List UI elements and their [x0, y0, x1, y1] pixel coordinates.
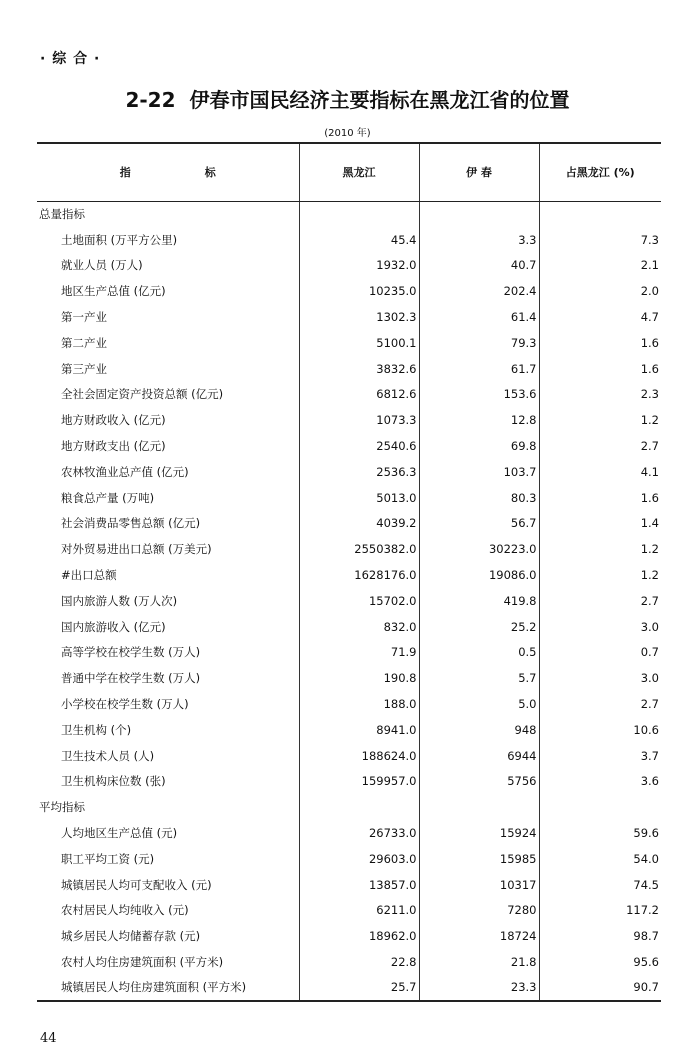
- indicator-name-cell: 地方财政支出 (亿元): [61, 439, 166, 454]
- indicator-header-left: 指: [119, 166, 131, 180]
- indicator-name-cell: 城镇居民人均住房建筑面积 (平方米): [37, 975, 299, 1001]
- share-percent-cell: 1.2: [539, 536, 661, 562]
- indicator-name-cell: 卫生机构 (个): [61, 722, 132, 737]
- table-row: [37, 536, 661, 562]
- yichun-value-cell: 19086.0: [419, 562, 539, 588]
- heilongjiang-value-cell: 4039.2: [299, 511, 419, 537]
- table-row: [37, 717, 661, 743]
- table-row: [37, 691, 661, 717]
- yichun-value-cell: 10317: [419, 872, 539, 898]
- table-row: [37, 949, 661, 975]
- share-percent-cell: 1.4: [539, 511, 661, 537]
- indicator-name-cell: 农林牧渔业总产值 (亿元): [61, 464, 189, 479]
- yichun-value-cell: 15985: [419, 846, 539, 872]
- share-percent-cell: 2.7: [539, 691, 661, 717]
- heilongjiang-value-cell: 13857.0: [299, 872, 419, 898]
- yichun-value-cell: 79.3: [419, 330, 539, 356]
- share-percent-cell: 117.2: [539, 898, 661, 924]
- table-row: [37, 382, 661, 408]
- yichun-value-cell: 15924: [419, 820, 539, 846]
- heilongjiang-value-cell: 18962.0: [299, 923, 419, 949]
- indicator-name-cell: 地区生产总值 (亿元): [61, 284, 166, 299]
- heilongjiang-value-cell: 45.4: [299, 227, 419, 253]
- indicator-name-cell: 卫生技术人员 (人): [61, 748, 155, 763]
- indicator-name-cell: 第一产业: [61, 310, 107, 325]
- indicator-name-cell: 全社会固定资产投资总额 (亿元): [61, 387, 224, 402]
- indicator-name-cell: 第三产业: [61, 361, 107, 376]
- yichun-value-cell: 61.7: [419, 356, 539, 382]
- heilongjiang-value-cell: 6812.6: [299, 382, 419, 408]
- yichun-value-cell: 6944: [419, 743, 539, 769]
- indicator-name-cell: 第二产业: [61, 335, 107, 350]
- yichun-value-cell: 5756: [419, 769, 539, 795]
- heilongjiang-value-cell: 15702.0: [299, 588, 419, 614]
- table-row: [37, 614, 661, 640]
- indicator-name-cell: 城镇居民人均可支配收入 (元): [61, 877, 212, 892]
- heilongjiang-value-cell: 71.9: [299, 640, 419, 666]
- indicator-name-cell: 农村居民人均纯收入 (元): [61, 903, 189, 918]
- yichun-value-cell: 18724: [419, 923, 539, 949]
- indicator-name-cell: 城乡居民人均储蓄存款 (元): [61, 929, 201, 944]
- share-percent-cell: 95.6: [539, 949, 661, 975]
- share-percent-cell: 10.6: [539, 717, 661, 743]
- indicator-name-cell: 粮食总产量 (万吨): [61, 490, 155, 505]
- indicator-name-cell: 人均地区生产总值 (元): [61, 826, 178, 841]
- table-row: [37, 769, 661, 795]
- heilongjiang-value-cell: 10235.0: [299, 278, 419, 304]
- heilongjiang-value-cell: 2540.6: [299, 433, 419, 459]
- share-percent-cell: 3.0: [539, 665, 661, 691]
- page-number: 44: [40, 1031, 57, 1046]
- yichun-value-cell: 40.7: [419, 253, 539, 279]
- yichun-value-cell: 12.8: [419, 407, 539, 433]
- indicator-name-cell: 职工平均工资 (元): [61, 851, 155, 866]
- indicator-name-cell: 高等学校在校学生数 (万人): [61, 645, 201, 660]
- indicator-name-cell: 平均指标: [39, 800, 85, 815]
- share-percent-cell: 0.7: [539, 640, 661, 666]
- indicator-name-cell: 国内旅游人数 (万人次): [61, 593, 178, 608]
- indicator-name-cell: 农村人均住房建筑面积 (平方米): [61, 955, 224, 969]
- yichun-value-cell: 30223.0: [419, 536, 539, 562]
- indicator-name-cell: #出口总额: [61, 568, 117, 583]
- heilongjiang-value-cell: 1628176.0: [299, 562, 419, 588]
- yichun-value-cell: 69.8: [419, 433, 539, 459]
- yichun-value-cell: 3.3: [419, 227, 539, 253]
- table-row: [37, 356, 661, 382]
- yichun-value-cell: 80.3: [419, 485, 539, 511]
- heilongjiang-value-cell: 26733.0: [299, 820, 419, 846]
- section-label: · 综 合 ·: [40, 51, 101, 67]
- table-row: [37, 433, 661, 459]
- yichun-value-cell: [419, 201, 539, 227]
- table-row: [37, 743, 661, 769]
- heilongjiang-value-cell: 6211.0: [299, 898, 419, 924]
- share-percent-cell: 54.0: [539, 846, 661, 872]
- table-row: [37, 407, 661, 433]
- share-percent-cell: 98.7: [539, 923, 661, 949]
- table-row: [37, 923, 661, 949]
- heilongjiang-value-cell: 159957.0: [299, 769, 419, 795]
- yichun-value-cell: 0.5: [419, 640, 539, 666]
- indicator-table: [37, 142, 661, 1002]
- share-percent-cell: 2.7: [539, 588, 661, 614]
- table-row: [37, 278, 661, 304]
- year-label: (2010 年): [324, 128, 371, 139]
- indicator-name-cell: 国内旅游收入 (亿元): [61, 619, 166, 634]
- share-percent-cell: 1.6: [539, 485, 661, 511]
- heilongjiang-value-cell: 25.7: [299, 975, 419, 1001]
- indicator-name-cell: 就业人员 (万人): [61, 258, 143, 273]
- indicator-name-cell: 社会消费品零售总额 (亿元): [61, 516, 201, 531]
- share-percent-cell: 2.0: [539, 278, 661, 304]
- yichun-value-cell: 5.7: [419, 665, 539, 691]
- table-row: [37, 330, 661, 356]
- share-percent-cell: [539, 201, 661, 227]
- table-row: [37, 665, 661, 691]
- column-header-yichun: 伊 春: [419, 143, 539, 201]
- indicator-name-cell: 地方财政收入 (亿元): [61, 413, 166, 428]
- heilongjiang-value-cell: 8941.0: [299, 717, 419, 743]
- table-group-row: [37, 794, 661, 820]
- table-row: [37, 511, 661, 537]
- share-percent-cell: 2.3: [539, 382, 661, 408]
- heilongjiang-value-cell: 188.0: [299, 691, 419, 717]
- yichun-value-cell: 7280: [419, 898, 539, 924]
- table-title: 伊春市国民经济主要指标在黑龙江省的位置: [189, 88, 570, 112]
- heilongjiang-value-cell: 29603.0: [299, 846, 419, 872]
- share-percent-cell: 2.7: [539, 433, 661, 459]
- yichun-value-cell: 419.8: [419, 588, 539, 614]
- table-row: [37, 872, 661, 898]
- table-row: [37, 846, 661, 872]
- heilongjiang-value-cell: 832.0: [299, 614, 419, 640]
- heilongjiang-value-cell: 1932.0: [299, 253, 419, 279]
- page-title: [0, 84, 695, 113]
- table-row: [37, 562, 661, 588]
- yichun-value-cell: 23.3: [419, 975, 539, 1001]
- table-row: [37, 640, 661, 666]
- share-percent-cell: 3.0: [539, 614, 661, 640]
- indicator-name-cell: 小学校在校学生数 (万人): [61, 697, 189, 712]
- yichun-value-cell: 25.2: [419, 614, 539, 640]
- share-percent-cell: 4.1: [539, 459, 661, 485]
- table-group-row: [37, 201, 661, 227]
- heilongjiang-value-cell: 2550382.0: [299, 536, 419, 562]
- table-row: [37, 898, 661, 924]
- table-row: [37, 459, 661, 485]
- share-percent-cell: 7.3: [539, 227, 661, 253]
- yichun-value-cell: 21.8: [419, 949, 539, 975]
- heilongjiang-value-cell: 190.8: [299, 665, 419, 691]
- heilongjiang-value-cell: [299, 201, 419, 227]
- heilongjiang-value-cell: 1073.3: [299, 407, 419, 433]
- share-percent-cell: 4.7: [539, 304, 661, 330]
- column-header-heilongjiang: 黑龙江: [299, 143, 419, 201]
- heilongjiang-value-cell: 188624.0: [299, 743, 419, 769]
- share-percent-cell: 3.7: [539, 743, 661, 769]
- yichun-value-cell: [419, 794, 539, 820]
- share-percent-cell: 90.7: [539, 975, 661, 1001]
- share-percent-cell: [539, 794, 661, 820]
- column-header-share: 占黑龙江 (%): [539, 143, 661, 201]
- yichun-value-cell: 5.0: [419, 691, 539, 717]
- indicator-name-cell: 对外贸易进出口总额 (万美元): [61, 542, 212, 557]
- heilongjiang-value-cell: 22.8: [299, 949, 419, 975]
- yichun-value-cell: 202.4: [419, 278, 539, 304]
- yichun-value-cell: 103.7: [419, 459, 539, 485]
- share-percent-cell: 2.1: [539, 253, 661, 279]
- table-header-row: [37, 143, 661, 201]
- indicator-name-cell: 总量指标: [39, 207, 85, 222]
- table-row: [37, 588, 661, 614]
- indicator-name-cell: 普通中学在校学生数 (万人): [61, 671, 201, 686]
- heilongjiang-value-cell: 1302.3: [299, 304, 419, 330]
- yichun-value-cell: 56.7: [419, 511, 539, 537]
- heilongjiang-value-cell: 5013.0: [299, 485, 419, 511]
- table-row: [37, 485, 661, 511]
- yichun-value-cell: 153.6: [419, 382, 539, 408]
- table-row: [37, 820, 661, 846]
- share-percent-cell: 1.6: [539, 356, 661, 382]
- yichun-value-cell: 948: [419, 717, 539, 743]
- share-percent-cell: 74.5: [539, 872, 661, 898]
- table-number: 2-22: [125, 88, 176, 112]
- table-row: [37, 227, 661, 253]
- indicator-name-cell: 卫生机构床位数 (张): [61, 774, 166, 789]
- share-percent-cell: 3.6: [539, 769, 661, 795]
- table-row: [37, 253, 661, 279]
- heilongjiang-value-cell: 3832.6: [299, 356, 419, 382]
- share-percent-cell: 59.6: [539, 820, 661, 846]
- share-percent-cell: 1.2: [539, 407, 661, 433]
- heilongjiang-value-cell: [299, 794, 419, 820]
- heilongjiang-value-cell: 5100.1: [299, 330, 419, 356]
- indicator-header-right: 标: [204, 166, 216, 180]
- table-row: [37, 304, 661, 330]
- share-percent-cell: 1.6: [539, 330, 661, 356]
- indicator-name-cell: 土地面积 (万平方公里): [61, 232, 178, 247]
- column-header-indicator: [37, 143, 299, 201]
- heilongjiang-value-cell: 2536.3: [299, 459, 419, 485]
- share-percent-cell: 1.2: [539, 562, 661, 588]
- table-row: [37, 975, 661, 1001]
- yichun-value-cell: 61.4: [419, 304, 539, 330]
